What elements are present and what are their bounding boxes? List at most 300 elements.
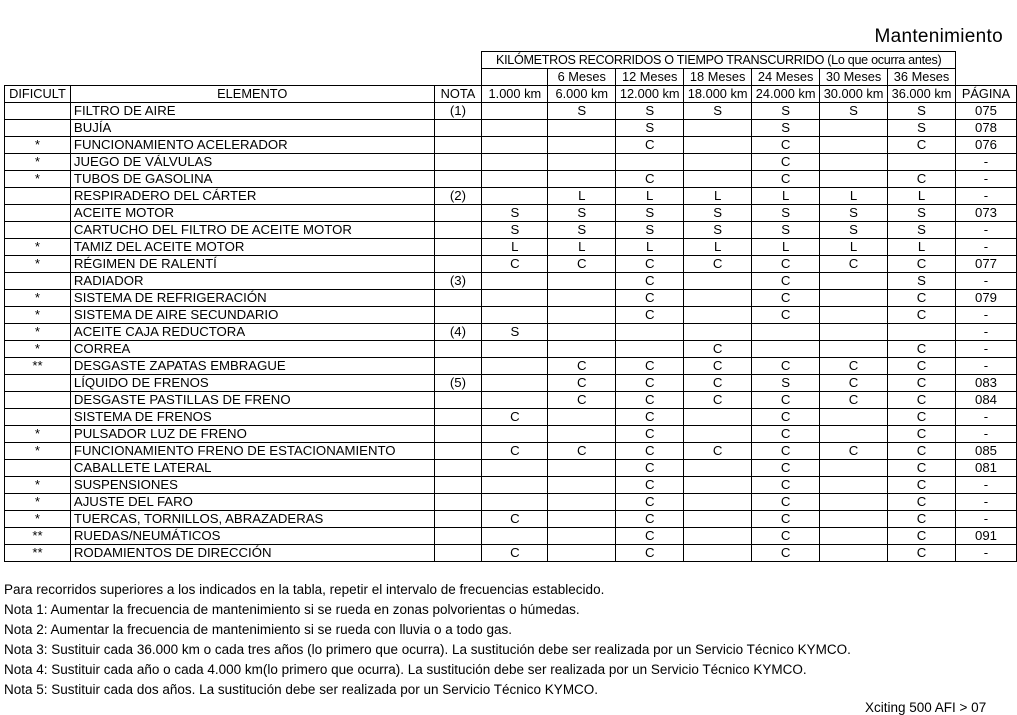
table-cell: C (548, 358, 616, 375)
table-cell (820, 545, 888, 562)
table-cell (548, 409, 616, 426)
table-cell (5, 392, 71, 409)
table-cell (616, 154, 684, 171)
table-row (5, 460, 1017, 477)
table-cell (482, 426, 548, 443)
element-cell: SUSPENSIONES (70, 477, 434, 494)
table-cell (548, 477, 616, 494)
table-cell (684, 154, 752, 171)
table-cell: 075 (956, 103, 1017, 120)
table-cell: * (5, 511, 71, 528)
table-cell (820, 290, 888, 307)
table-cell: L (548, 239, 616, 256)
element-cell: CORREA (70, 341, 434, 358)
page-title: Mantenimiento (874, 26, 1003, 47)
table-cell: C (888, 426, 956, 443)
table-cell: C (616, 171, 684, 188)
element-cell: TAMIZ DEL ACEITE MOTOR (70, 239, 434, 256)
table-cell: S (752, 222, 820, 239)
table-cell: - (956, 324, 1017, 341)
table-cell: S (820, 222, 888, 239)
table-cell (684, 477, 752, 494)
table-cell: C (616, 511, 684, 528)
table-cell (5, 120, 71, 137)
element-cell: LÍQUIDO DE FRENOS (70, 375, 434, 392)
table-cell: C (752, 171, 820, 188)
table-row (5, 358, 1017, 375)
table-cell: C (616, 290, 684, 307)
table-cell: C (888, 545, 956, 562)
table-cell: 091 (956, 528, 1017, 545)
table-cell (434, 307, 482, 324)
column-header: ELEMENTO (70, 86, 434, 103)
table-cell: L (752, 188, 820, 205)
note-line: Nota 2: Aumentar la frecuencia de mantenimiento si se rueda con lluvia o a todo gas. (4, 622, 513, 637)
table-cell: S (616, 205, 684, 222)
table-cell: * (5, 341, 71, 358)
maintenance-table (4, 51, 1017, 562)
table-row (5, 426, 1017, 443)
table-cell (820, 426, 888, 443)
table-cell: * (5, 137, 71, 154)
table-cell: C (752, 307, 820, 324)
month-header: 12 Meses (616, 69, 684, 86)
table-cell (482, 137, 548, 154)
table-cell: - (956, 494, 1017, 511)
table-cell (684, 494, 752, 511)
column-header: DIFICULT (5, 86, 71, 103)
table-cell: * (5, 307, 71, 324)
table-cell: C (616, 392, 684, 409)
table-cell (434, 443, 482, 460)
table-cell: C (482, 443, 548, 460)
element-cell: PULSADOR LUZ DE FRENO (70, 426, 434, 443)
table-cell: C (888, 494, 956, 511)
table-cell (684, 273, 752, 290)
table-cell: S (820, 103, 888, 120)
column-header: 24.000 km (752, 86, 820, 103)
element-cell: DESGASTE ZAPATAS EMBRAGUE (70, 358, 434, 375)
table-row (5, 511, 1017, 528)
note-line: Nota 3: Sustituir cada 36.000 km o cada tres años (lo primero que ocurra). La sustitución debe ser realizada por un Servicio Técnico KYMCO. (4, 642, 851, 657)
table-cell (482, 188, 548, 205)
table-cell (434, 528, 482, 545)
table-cell (434, 358, 482, 375)
table-cell: 076 (956, 137, 1017, 154)
table-cell: S (888, 103, 956, 120)
table-cell: - (956, 545, 1017, 562)
table-cell: C (752, 528, 820, 545)
table-cell (482, 358, 548, 375)
table-cell: S (888, 205, 956, 222)
table-cell: C (752, 154, 820, 171)
element-cell: FILTRO DE AIRE (70, 103, 434, 120)
table-row (5, 494, 1017, 511)
note-line: Nota 5: Sustituir cada dos años. La sustitución debe ser realizada por un Servicio Técnico KYMCO. (4, 682, 599, 697)
table-cell: C (752, 137, 820, 154)
element-cell: ACEITE CAJA REDUCTORA (70, 324, 434, 341)
table-cell: 079 (956, 290, 1017, 307)
table-cell (5, 375, 71, 392)
table-cell: C (752, 511, 820, 528)
table-cell: C (752, 290, 820, 307)
table-cell (5, 103, 71, 120)
table-cell (820, 341, 888, 358)
table-cell: C (616, 307, 684, 324)
table-cell: * (5, 239, 71, 256)
table-cell: - (956, 358, 1017, 375)
element-cell: CARTUCHO DEL FILTRO DE ACEITE MOTOR (70, 222, 434, 239)
table-cell (482, 392, 548, 409)
table-cell: L (820, 239, 888, 256)
element-cell: CABALLETE LATERAL (70, 460, 434, 477)
table-cell (548, 137, 616, 154)
table-cell: * (5, 494, 71, 511)
table-cell: C (888, 171, 956, 188)
table-row (5, 290, 1017, 307)
table-cell: C (752, 494, 820, 511)
table-cell: (1) (434, 103, 482, 120)
table-cell (820, 528, 888, 545)
element-cell: AJUSTE DEL FARO (70, 494, 434, 511)
table-cell (482, 307, 548, 324)
table-cell: S (482, 205, 548, 222)
table-cell: (4) (434, 324, 482, 341)
column-header: 12.000 km (616, 86, 684, 103)
table-cell: C (616, 409, 684, 426)
table-cell: L (616, 239, 684, 256)
table-cell (684, 324, 752, 341)
table-cell: - (956, 409, 1017, 426)
table-cell (434, 392, 482, 409)
table-row (5, 443, 1017, 460)
table-cell (482, 477, 548, 494)
table-cell: - (956, 511, 1017, 528)
table-cell (5, 188, 71, 205)
table-cell: C (888, 341, 956, 358)
table-cell: S (548, 205, 616, 222)
month-header: 18 Meses (684, 69, 752, 86)
table-cell: 077 (956, 256, 1017, 273)
table-cell: * (5, 426, 71, 443)
table-cell: - (956, 222, 1017, 239)
table-cell: S (548, 222, 616, 239)
table-cell: S (684, 222, 752, 239)
table-row (5, 477, 1017, 494)
table-cell: C (752, 443, 820, 460)
element-cell: BUJÍA (70, 120, 434, 137)
table-cell: L (482, 239, 548, 256)
table-cell: C (684, 375, 752, 392)
table-cell: C (616, 256, 684, 273)
column-header: PÁGINA (956, 86, 1017, 103)
table-cell: ** (5, 358, 71, 375)
table-cell: 073 (956, 205, 1017, 222)
table-cell (548, 120, 616, 137)
column-header: 18.000 km (684, 86, 752, 103)
element-cell: RESPIRADERO DEL CÁRTER (70, 188, 434, 205)
table-cell: * (5, 256, 71, 273)
table-cell (684, 545, 752, 562)
table-cell: C (752, 256, 820, 273)
table-cell: L (888, 239, 956, 256)
month-header: 30 Meses (820, 69, 888, 86)
table-cell: C (752, 477, 820, 494)
table-row (5, 528, 1017, 545)
table-cell: S (888, 273, 956, 290)
table-cell (5, 460, 71, 477)
table-cell (434, 341, 482, 358)
table-cell: C (482, 511, 548, 528)
table-cell: C (616, 443, 684, 460)
table-cell: C (548, 256, 616, 273)
table-cell (482, 171, 548, 188)
table-cell: C (752, 392, 820, 409)
table-cell (820, 137, 888, 154)
table-cell: S (820, 205, 888, 222)
table-cell: S (684, 205, 752, 222)
table-cell: C (888, 477, 956, 494)
table-cell: - (956, 341, 1017, 358)
table-cell: * (5, 324, 71, 341)
element-cell: ACEITE MOTOR (70, 205, 434, 222)
table-cell (752, 341, 820, 358)
table-cell: - (956, 477, 1017, 494)
table-cell: L (752, 239, 820, 256)
table-cell: C (888, 443, 956, 460)
table-cell: C (888, 290, 956, 307)
element-cell: SISTEMA DE AIRE SECUNDARIO (70, 307, 434, 324)
table-row (5, 273, 1017, 290)
table-row (5, 154, 1017, 171)
table-cell (548, 290, 616, 307)
table-cell: S (888, 222, 956, 239)
table-cell: S (616, 120, 684, 137)
table-cell: (2) (434, 188, 482, 205)
table-cell (482, 528, 548, 545)
table-cell: C (616, 545, 684, 562)
table-cell: 078 (956, 120, 1017, 137)
header-row-months (5, 69, 1017, 86)
table-row (5, 188, 1017, 205)
table-cell (820, 120, 888, 137)
table-cell: * (5, 154, 71, 171)
month-header (482, 69, 548, 86)
table-cell (684, 528, 752, 545)
table-cell (482, 375, 548, 392)
table-cell (434, 154, 482, 171)
table-cell: C (684, 392, 752, 409)
table-cell: C (482, 256, 548, 273)
table-cell: C (752, 409, 820, 426)
month-header: 6 Meses (548, 69, 616, 86)
table-cell (684, 120, 752, 137)
table-cell: C (684, 341, 752, 358)
table-row (5, 375, 1017, 392)
group-header: KILÓMETROS RECORRIDOS O TIEMPO TRANSCURRIDO (Lo que ocurra antes) (482, 52, 956, 69)
table-cell: C (616, 528, 684, 545)
table-cell (548, 307, 616, 324)
table-cell (434, 205, 482, 222)
table-cell: C (820, 358, 888, 375)
table-cell (820, 273, 888, 290)
column-header: 30.000 km (820, 86, 888, 103)
table-row (5, 205, 1017, 222)
table-cell: C (888, 375, 956, 392)
table-cell: S (616, 103, 684, 120)
table-cell (434, 460, 482, 477)
table-cell: C (616, 137, 684, 154)
table-cell (888, 154, 956, 171)
table-cell: S (548, 103, 616, 120)
table-cell: ** (5, 528, 71, 545)
table-cell: C (616, 375, 684, 392)
table-cell (820, 511, 888, 528)
table-row (5, 171, 1017, 188)
table-cell (820, 154, 888, 171)
table-cell: C (752, 460, 820, 477)
table-row (5, 409, 1017, 426)
table-cell: C (616, 358, 684, 375)
table-cell: S (752, 205, 820, 222)
table-cell: C (752, 426, 820, 443)
element-cell: DESGASTE PASTILLAS DE FRENO (70, 392, 434, 409)
table-cell: ** (5, 545, 71, 562)
element-cell: SISTEMA DE REFRIGERACIÓN (70, 290, 434, 307)
table-cell: C (482, 545, 548, 562)
note-line: Nota 4: Sustituir cada año o cada 4.000 km(lo primero que ocurra). La sustitución debe ser realizada por un Servicio Técnico KYMCO. (4, 662, 807, 677)
table-cell (684, 511, 752, 528)
table-cell: L (616, 188, 684, 205)
table-cell: 084 (956, 392, 1017, 409)
column-header: 1.000 km (482, 86, 548, 103)
table-cell: - (956, 307, 1017, 324)
table-cell (434, 511, 482, 528)
table-cell: C (616, 426, 684, 443)
month-header: 36 Meses (888, 69, 956, 86)
table-cell: C (548, 392, 616, 409)
table-cell: * (5, 477, 71, 494)
table-cell: C (888, 307, 956, 324)
table-cell: * (5, 443, 71, 460)
table-cell: C (548, 443, 616, 460)
table-cell: C (752, 545, 820, 562)
table-cell (820, 477, 888, 494)
element-cell: FUNCIONAMIENTO ACELERADOR (70, 137, 434, 154)
table-cell (548, 460, 616, 477)
table-cell (548, 273, 616, 290)
table-cell: C (888, 256, 956, 273)
table-cell: - (956, 273, 1017, 290)
table-cell: (3) (434, 273, 482, 290)
element-cell: RODAMIENTOS DE DIRECCIÓN (70, 545, 434, 562)
table-cell (482, 273, 548, 290)
table-cell: - (956, 188, 1017, 205)
table-row (5, 392, 1017, 409)
table-cell (482, 341, 548, 358)
table-cell: L (888, 188, 956, 205)
table-cell: C (616, 494, 684, 511)
table-cell: C (548, 375, 616, 392)
table-cell (434, 256, 482, 273)
table-cell (548, 528, 616, 545)
element-cell: RADIADOR (70, 273, 434, 290)
table-cell: S (752, 375, 820, 392)
element-cell: TUBOS DE GASOLINA (70, 171, 434, 188)
table-cell (434, 290, 482, 307)
table-cell (5, 409, 71, 426)
table-cell: - (956, 239, 1017, 256)
table-cell: S (684, 103, 752, 120)
table-row (5, 545, 1017, 562)
table-cell (820, 494, 888, 511)
table-cell: * (5, 171, 71, 188)
table-cell (820, 324, 888, 341)
table-cell (5, 205, 71, 222)
table-cell: C (888, 358, 956, 375)
table-cell: C (888, 528, 956, 545)
table-cell: C (820, 443, 888, 460)
table-cell (616, 341, 684, 358)
table-cell (548, 494, 616, 511)
table-cell (684, 137, 752, 154)
table-cell: C (888, 137, 956, 154)
element-cell: SISTEMA DE FRENOS (70, 409, 434, 426)
element-cell: RUEDAS/NEUMÁTICOS (70, 528, 434, 545)
table-cell: C (888, 392, 956, 409)
table-cell (482, 494, 548, 511)
table-cell (684, 460, 752, 477)
table-cell (684, 409, 752, 426)
table-cell (888, 324, 956, 341)
table-cell (5, 222, 71, 239)
table-cell (684, 307, 752, 324)
element-cell: RÉGIMEN DE RALENTÍ (70, 256, 434, 273)
table-cell: C (616, 273, 684, 290)
element-cell: TUERCAS, TORNILLOS, ABRAZADERAS (70, 511, 434, 528)
table-cell: C (820, 392, 888, 409)
table-cell: C (752, 358, 820, 375)
table-cell: C (752, 273, 820, 290)
table-cell (434, 171, 482, 188)
table-cell (434, 137, 482, 154)
element-cell: JUEGO DE VÁLVULAS (70, 154, 434, 171)
table-cell: (5) (434, 375, 482, 392)
table-cell: - (956, 154, 1017, 171)
table-cell: S (752, 120, 820, 137)
table-cell (548, 426, 616, 443)
notes-section (4, 580, 851, 700)
table-cell: C (888, 409, 956, 426)
column-header: NOTA (434, 86, 482, 103)
header-row-columns (5, 86, 1017, 103)
table-cell (616, 324, 684, 341)
table-cell: C (888, 511, 956, 528)
table-cell (684, 426, 752, 443)
table-cell: C (616, 460, 684, 477)
month-header: 24 Meses (752, 69, 820, 86)
table-cell (684, 171, 752, 188)
header-row-group (5, 52, 1017, 69)
table-cell (5, 273, 71, 290)
table-cell: C (820, 375, 888, 392)
table-cell (434, 120, 482, 137)
table-cell: L (684, 239, 752, 256)
table-cell: C (482, 409, 548, 426)
table-cell (820, 409, 888, 426)
table-cell (820, 171, 888, 188)
note-line: Nota 1: Aumentar la frecuencia de mantenimiento si se rueda en zonas polvorientas o húmedas. (4, 602, 580, 617)
